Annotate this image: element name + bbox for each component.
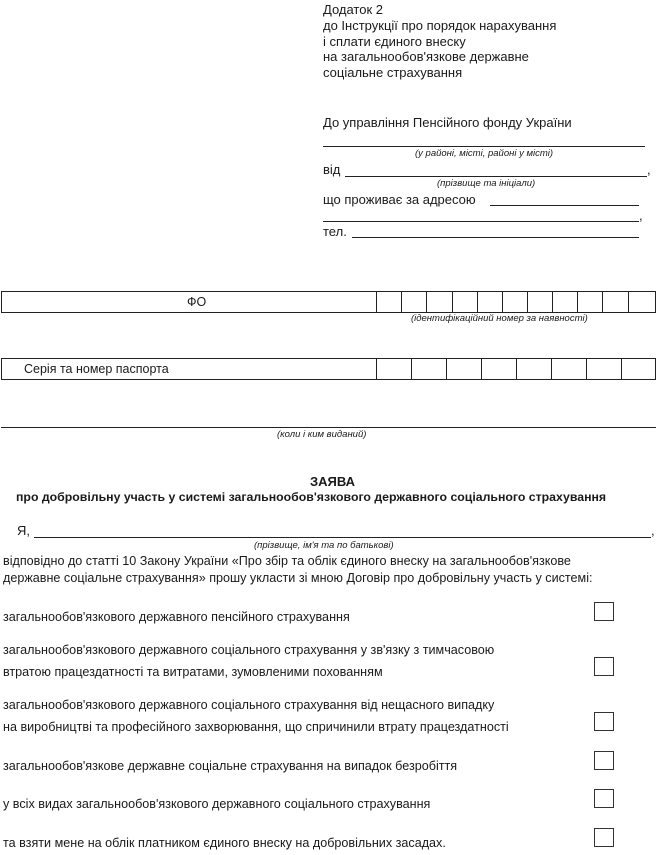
annex-line: на загальнообов'язкове державне [323,49,529,65]
id-digit-cell[interactable] [577,292,578,312]
option-checkbox[interactable] [594,657,614,676]
passport-cell[interactable] [586,359,587,379]
comma: , [651,523,655,538]
option-label: у всіх видах загальнообов'язкового державного соціального страхування [3,797,431,811]
comma: , [647,162,651,177]
id-digit-cell[interactable] [426,292,427,312]
annex-line: і сплати єдиного внеску [323,33,466,49]
option-checkbox[interactable] [594,712,614,731]
phone-label: тел. [323,224,347,239]
residing-label: що проживає за адресою [323,192,476,207]
district-hint: (у районі, місті, районі у місті) [415,148,554,159]
applicant-name-field[interactable] [34,537,651,538]
passport-cell[interactable] [621,359,622,379]
option-checkbox[interactable] [594,828,614,847]
id-hint: (ідентифікаційний номер за наявності) [411,313,588,324]
option-checkbox[interactable] [594,789,614,808]
annex-line: соціальне страхування [323,65,463,81]
id-digit-cell[interactable] [477,292,478,312]
passport-cell[interactable] [446,359,447,379]
option-checkbox[interactable] [594,751,614,770]
option-label: загальнообов'язкове державне соціальне страхування на випадок безробіття [3,759,458,773]
statement-text [3,553,593,587]
phone-field[interactable] [352,237,639,238]
option-label: та взяти мене на облік платником єдиного внеску на добровільних засадах. [3,836,446,850]
id-digit-cell[interactable] [602,292,603,312]
annex-block [323,2,556,81]
address-field-2[interactable] [323,221,639,222]
id-number-row [1,291,656,313]
passport-cell[interactable] [481,359,482,379]
district-field[interactable] [323,146,645,147]
id-digit-cell[interactable] [552,292,553,312]
option-label: загальнообов'язкового державного пенсійного страхування [3,610,350,624]
applicant-label: Я, [17,523,30,538]
annex-line: Додаток 2 [323,2,383,17]
passport-row [1,358,656,380]
from-label: від [323,162,341,177]
id-digit-cell[interactable] [376,292,377,312]
statement-line: відповідно до статті 10 Закону України «Про збір та облік єдиного внеску на загальнообов'язкове [3,554,571,568]
address-field-1[interactable] [490,205,639,206]
passport-cell[interactable] [411,359,412,379]
applicant-hint: (прізвище, ім'я та по батькові) [254,540,394,551]
option-checkbox[interactable] [594,602,614,621]
passport-cell[interactable] [551,359,552,379]
from-name-field[interactable] [345,176,647,177]
option-label: загальнообов'язкового державного соціального страхування від нещасного випадку [3,698,495,712]
option-label: загальнообов'язкового державного соціального страхування у зв'язку з тимчасовою [3,643,495,657]
id-digit-cell[interactable] [452,292,453,312]
from-name-hint: (прізвище та ініціали) [437,178,536,189]
statement-line: державне соціальне страхування» прошу укласти зі мною Договір про добровільну участь у системі: [3,571,593,585]
addressee: До управління Пенсійного фонду України [323,115,572,130]
comma: , [639,208,643,223]
annex-line: до Інструкції про порядок нарахування [323,17,557,33]
option-label: втратою працездатності та витратами, зумовленими похованням [3,665,383,679]
id-digit-cell[interactable] [527,292,528,312]
option-label: на виробництві та професійного захворювання, що спричинили втрату працездатності [3,720,509,734]
passport-issued-field[interactable] [1,427,656,428]
id-label: ФО [187,295,207,309]
document-subtitle: про добровільну участь у системі загальнообов'язкового державного соціального страхування [16,490,607,504]
document-title: ЗАЯВА [310,474,356,489]
passport-label: Серія та номер паспорта [24,362,169,376]
id-digit-cell[interactable] [502,292,503,312]
id-digit-cell[interactable] [401,292,402,312]
passport-issued-hint: (коли і ким виданий) [277,429,367,440]
id-digit-cell[interactable] [628,292,629,312]
passport-cell[interactable] [376,359,377,379]
passport-cell[interactable] [516,359,517,379]
